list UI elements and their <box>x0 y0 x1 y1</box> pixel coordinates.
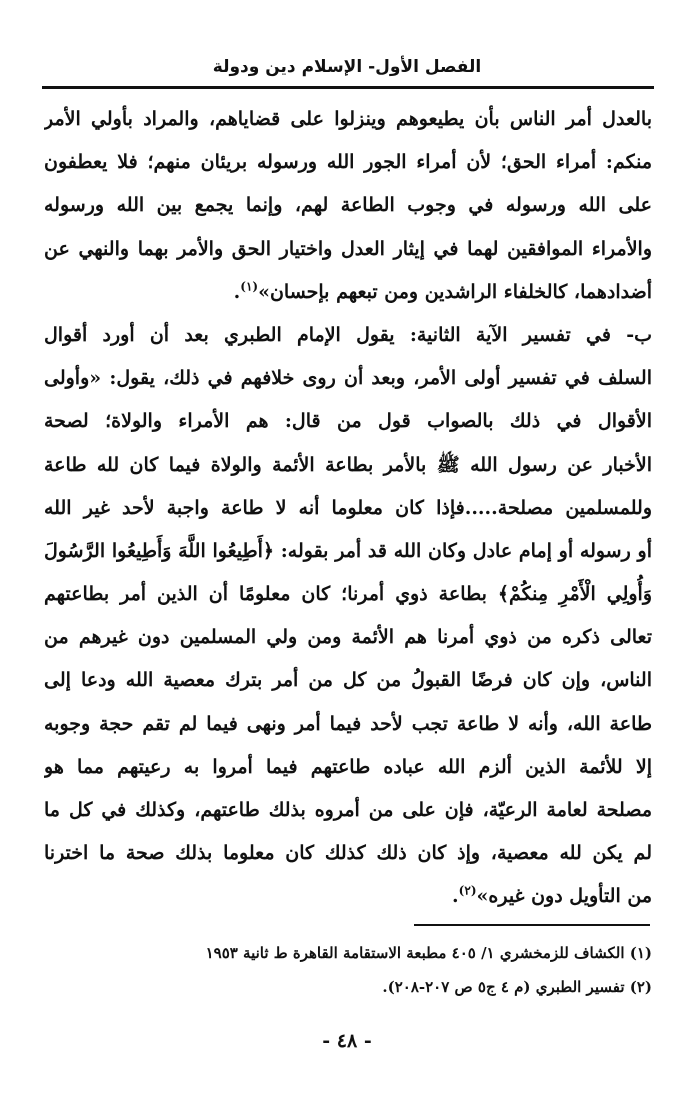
text-line: مصلحة لعامة الرعيّة، فإن على من أمروه بذلك طاعتهم، وكذلك في كل ما <box>44 799 652 821</box>
body-text <box>44 98 652 919</box>
sentence-end: . <box>452 885 459 908</box>
footnote: (١) الكشاف للزمخشري ١/ ٤٠٥ مطبعة الاستقامة القاهرة ط ثانية ١٩٥٣ <box>205 944 652 962</box>
header-rule <box>42 86 654 89</box>
text-line: وللمسلمين مصلحة.....فإذا كان معلوما أنه لا طاعة واجبة لأحد غير الله <box>44 496 652 519</box>
text-line: منكم: أمراء الحق؛ لأن أمراء الجور الله ورسوله بريئان منهم؛ فلا يعطفون <box>44 151 652 174</box>
text-line: من التأويل دون غيره»$^{(٢)}$. <box>452 884 652 908</box>
text-line: لم يكن لله معصية، وإذ كان ذلك كذلك كان معلوما بذلك صحة ما اخترنا <box>44 842 652 865</box>
running-head: الفصل الأول- الإسلام دين ودولة <box>212 57 482 77</box>
text-line: أضدادهما، كالخلفاء الراشدين ومن تبعهم بإحسان»$^{(١)}$. <box>233 279 652 303</box>
text-line: والأمراء الموافقين لهما في إيثار العدل واختيار الحق والأمر بهما والنهي عن <box>44 237 652 260</box>
page-number: - ٤٨ - <box>322 1030 372 1052</box>
text-line: السلف في تفسير أولى الأمر، وبعد أن روى خلافهم في ذلك، يقول: «وأولى <box>44 367 652 390</box>
text-line: الناس، وإن كان فرضًا القبولُ من كل من أمر بترك معصية الله ودعا إلى <box>44 669 652 692</box>
footnotes <box>44 936 652 1004</box>
text-line: الأقوال في ذلك بالصواب قول من قال: هم الأمراء والولاة؛ لصحة <box>44 410 652 433</box>
text-line: بالعدل أمر الناس بأن يطيعوهم وينزلوا على قضاياهم، والمراد بأولي الأمر <box>44 108 652 130</box>
footnote-rule <box>414 924 650 926</box>
footnote-ref: (٢) <box>458 884 477 899</box>
text-line: على الله ورسوله في وجوب الطاعة لهم، وإنما يجمع بين الله ورسوله <box>44 194 652 217</box>
text-line: تعالى ذكره من ذوي أمرنا هم الأئمة ومن ولي المسلمين دون غيرهم من <box>44 626 652 649</box>
sentence-end: . <box>233 280 241 303</box>
footnote-ref: (١) <box>240 279 259 294</box>
text-line: ب- في تفسير الآية الثانية: يقول الإمام الطبري بعد أن أورد أقوال <box>44 323 652 346</box>
text-line: أو رسوله أو إمام عادل وكان الله قد أمر بقوله: ﴿أَطِيعُوا اللَّهَ وَأَطِيعُوا الرَّسُولَ <box>44 539 652 562</box>
text-line: إلا للأئمة الذين ألزم الله عباده طاعتهم فيما أمروا به رعيتهم مما هو <box>44 755 652 778</box>
text-line: طاعة الله، وأنه لا طاعة تجب لأحد فيما أمر ونهى فيما لم تقم حجة وجوبه <box>44 712 652 735</box>
text-line: وَأُولِي الْأَمْرِ مِنكُمْ﴾ بطاعة ذوي أمرنا؛ كان معلومًا أن الذين أمر بطاعتهم <box>44 583 652 606</box>
text-line: الأخبار عن رسول الله ﷺ بالأمر بطاعة الأئمة والولاة فيما كان لله طاعة <box>44 453 652 476</box>
footnote: (٢) تفسير الطبري (م ٤ ج٥ ص ٢٠٧-٢٠٨). <box>382 978 652 996</box>
